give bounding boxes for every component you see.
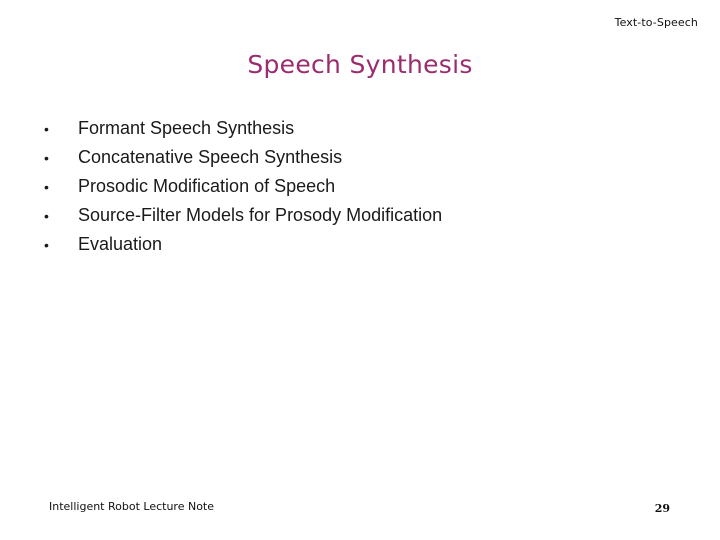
bullet-item: [44, 147, 442, 176]
footer-note: Intelligent Robot Lecture Note: [49, 500, 215, 513]
bullet-text: Source-Filter Models for Prosody Modification: [78, 205, 443, 225]
slide-title: Speech Synthesis: [247, 50, 473, 79]
bullet-text: Evaluation: [78, 234, 163, 254]
bullet-list: [44, 118, 442, 263]
bullet-icon: •: [44, 208, 49, 224]
bullet-text: Formant Speech Synthesis: [78, 118, 295, 138]
bullet-text: Prosodic Modification of Speech: [78, 176, 336, 196]
bullet-icon: •: [44, 237, 49, 253]
bullet-icon: •: [44, 150, 49, 166]
page-number: 29: [654, 502, 670, 515]
bullet-item: [44, 234, 442, 263]
bullet-item: [44, 176, 442, 205]
bullet-icon: •: [44, 121, 49, 137]
header-label: Text-to-Speech: [614, 16, 698, 29]
bullet-item: [44, 205, 442, 234]
bullet-text: Concatenative Speech Synthesis: [78, 147, 343, 167]
bullet-item: [44, 118, 442, 147]
bullet-icon: •: [44, 179, 49, 195]
